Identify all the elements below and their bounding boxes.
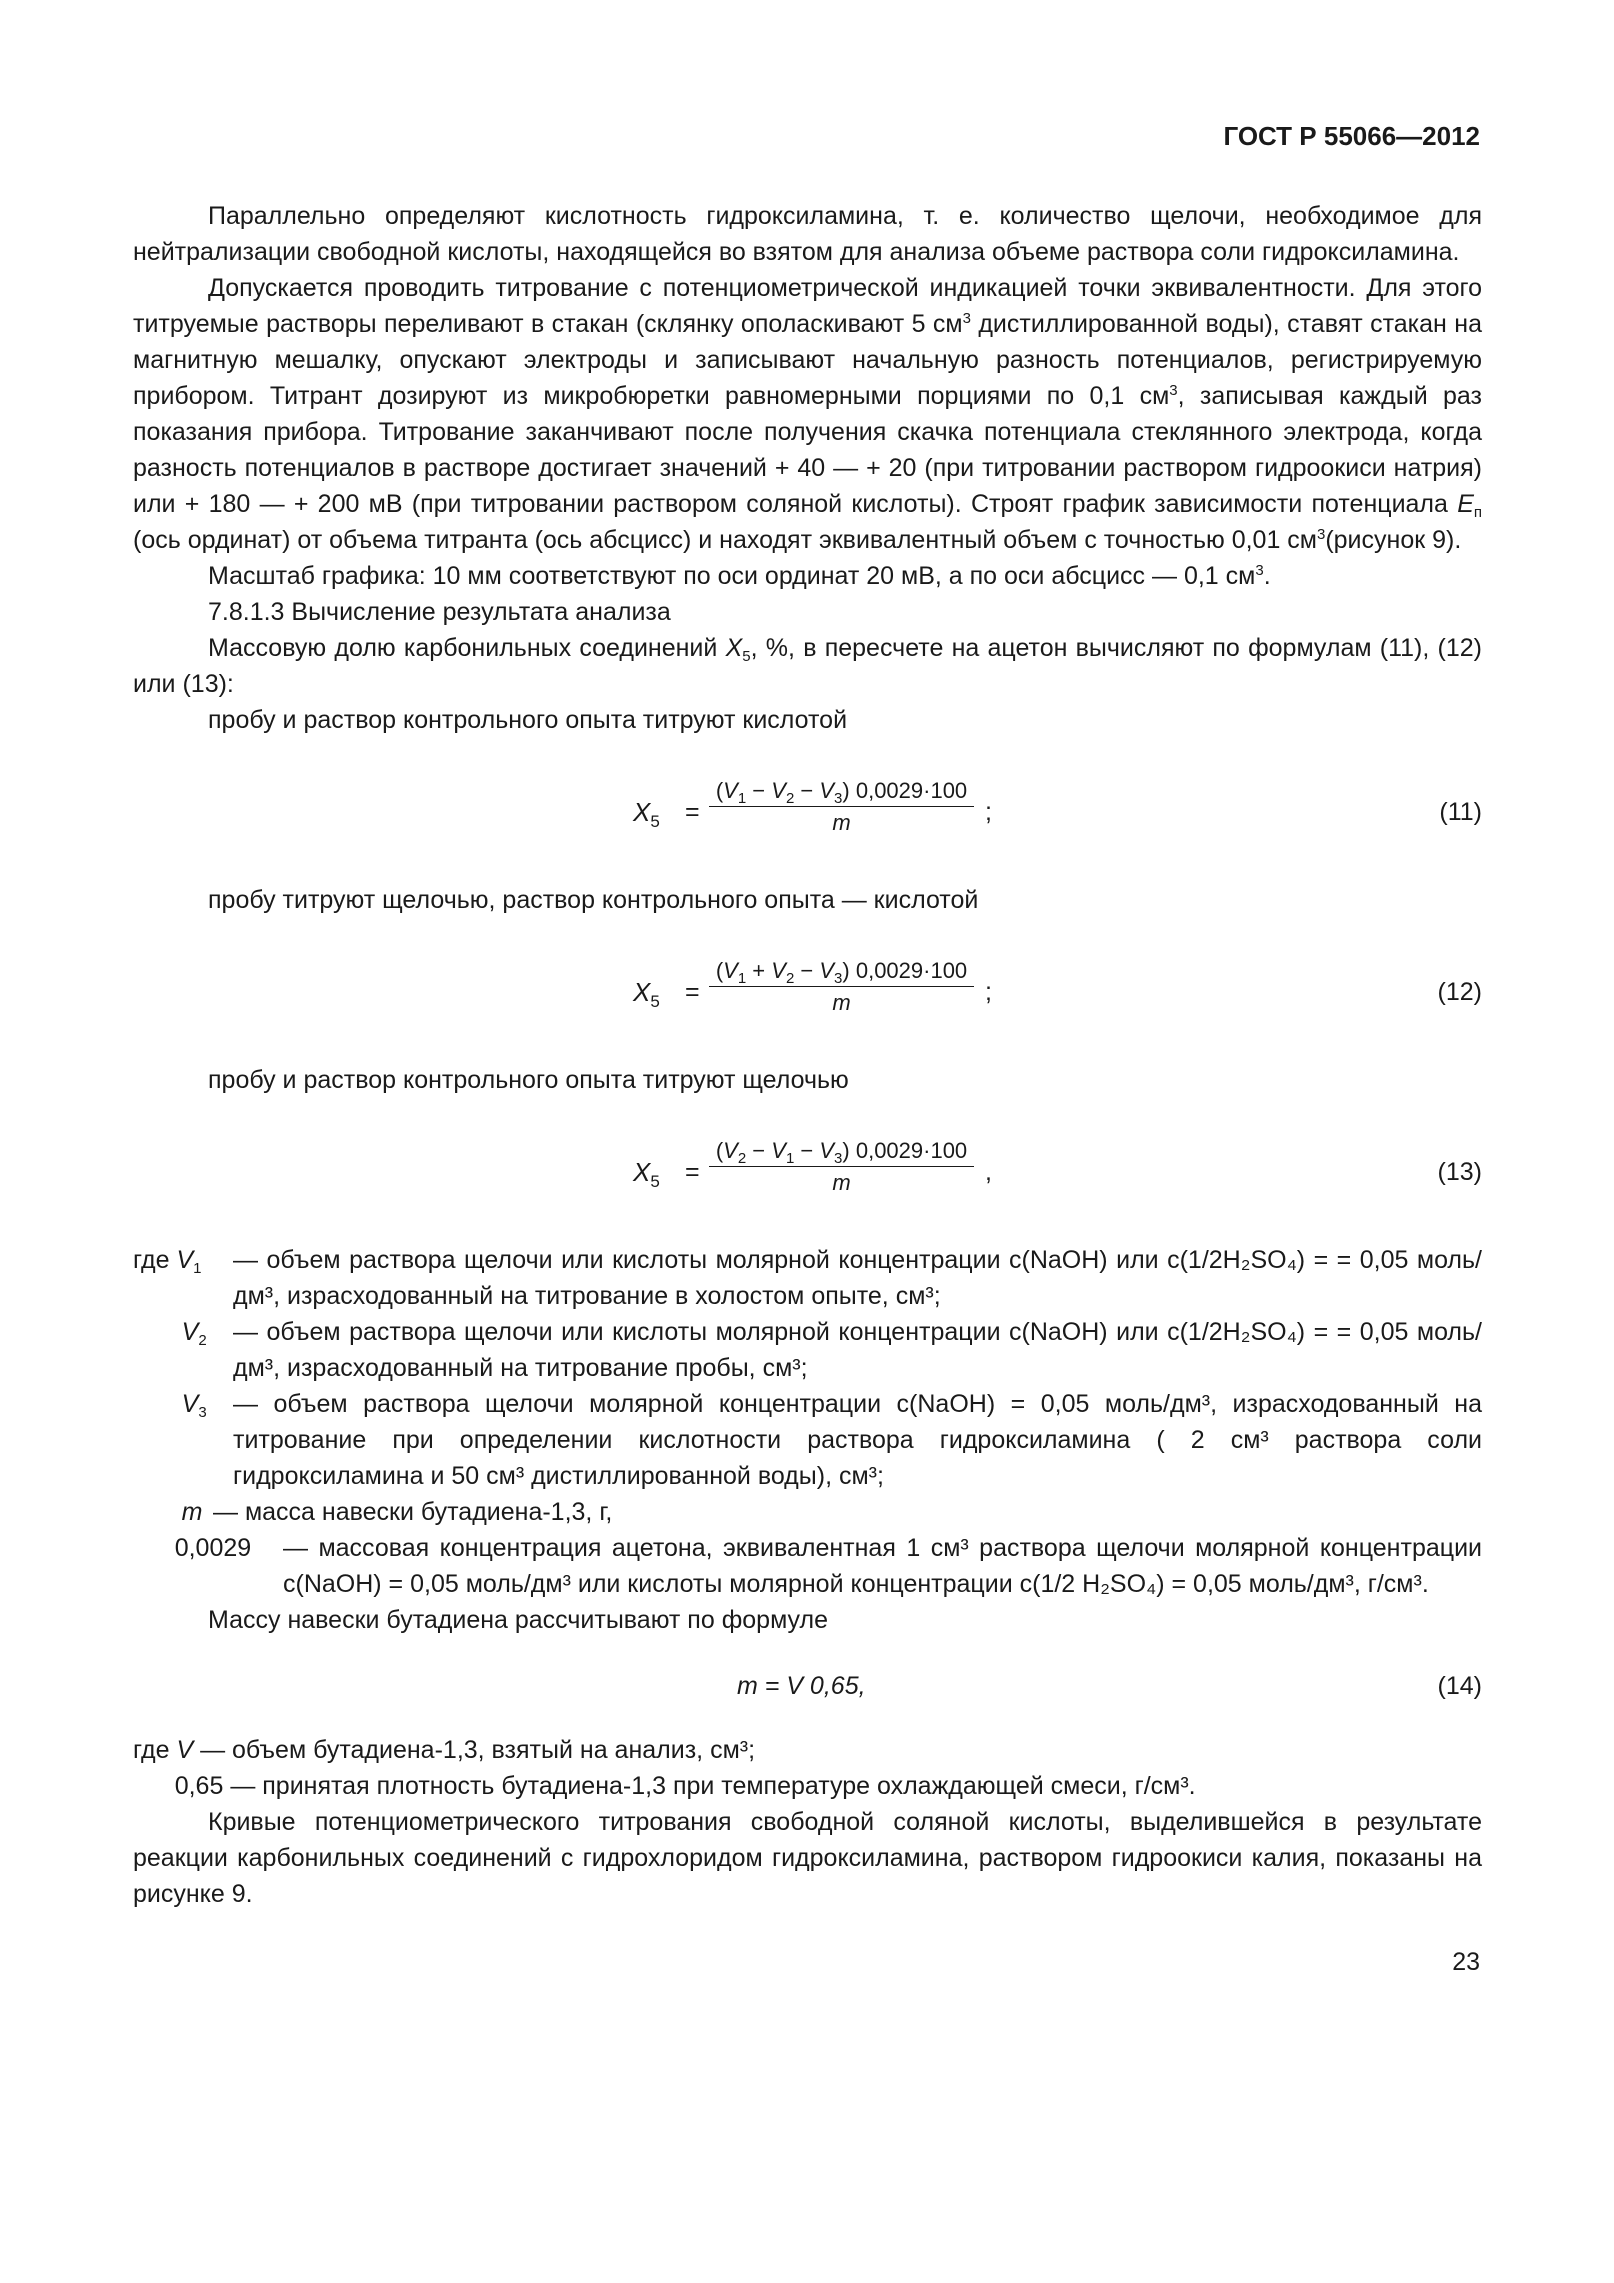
definition-v1: где $V_1$ — объем раствора щелочи или кислоты молярной концентрации c(NaOH) или c(1/2H₂SO₄) = = 0,05 моль/дм³, израсходованный на титрование в холостом опыте, см³; — [133, 1246, 1482, 1310]
formula-13: $X_5$ = $\frac{(V_2 - V_1 - V_3) 0,0029\cdot 100}{m}$ , (13) — [633, 1138, 1482, 1195]
definition-v3: $V_3$ — объем раствора щелочи молярной концентрации c(NaOH) = 0,05 моль/дм³, израсходованный на титрование при определении кислотности раствора гидроксиламина ( 2 см³ раствора соли гидроксиламина и 50 см³ дистиллированной воды), см³; — [181, 1390, 1482, 1490]
page-number: 23 — [1452, 1948, 1480, 1976]
definition-m: m — масса навески бутадиена-1,3, г, — [181, 1498, 613, 1526]
definitions-list-2 — [133, 1732, 1482, 1804]
document-code: ГОСТ Р 55066—2012 — [1223, 121, 1480, 151]
paragraph: Параллельно определяют кислотность гидроксиламина, т. е. количество щелочи, необходимое для нейтрализации свободной кислоты, находящейся во взятом для анализа объеме раствора соли гидроксиламина. — [133, 202, 1482, 266]
formula-12: $X_5$ = $\frac{(V_1 + V_2 - V_3) 0,0029\cdot 100}{m}$ ; (12) — [633, 958, 1482, 1015]
page-body — [133, 198, 1482, 1912]
definition-v2: $V_2$ — объем раствора щелочи или кислоты молярной концентрации c(NaOH) или c(1/2H₂SO₄) = = 0,05 моль/дм³, израсходованный на титрование пробы, см³; — [181, 1318, 1482, 1382]
equation-number: (14) — [1437, 1672, 1482, 1700]
formula-14: m = V 0,65, (14) — [133, 1668, 1482, 1708]
equation-number: (11) — [1439, 798, 1482, 826]
paragraph: Массовую долю карбонильных соединений $X_5$, %, в пересчете на ацетон вычисляют по формулам (11), (12) или (13): — [133, 634, 1483, 698]
equation-number: (13) — [1437, 1158, 1482, 1186]
definition-constant: 0,0029 — массовая концентрация ацетона, эквивалентная 1 см³ раствора щелочи молярной концентрации c(NaOH) = 0,05 моль/дм³ или кислоты молярной концентрации c(1/2 H₂SO₄) = 0,05 моль/дм³, г/см³. — [174, 1534, 1482, 1598]
section-heading: 7.8.1.3 Вычисление результата анализа — [208, 598, 671, 626]
definitions-list — [133, 1242, 1482, 1602]
paragraph: Кривые потенциометрического титрования свободной соляной кислоты, выделившейся в результате реакции карбонильных соединений с гидрохлоридом гидроксиламина, раствором гидроокиси калия, показаны на рисунке 9. — [133, 1808, 1482, 1908]
paragraph: пробу и раствор контрольного опыта титруют щелочью — [208, 1066, 849, 1094]
definition-density: 0,65 — принятая плотность бутадиена-1,3 при температуре охлаждающей смеси, г/см³. — [174, 1772, 1196, 1800]
paragraph: Массу навески бутадиена рассчитывают по формуле — [208, 1606, 828, 1634]
equation-number: (12) — [1437, 978, 1482, 1006]
paragraph: пробу и раствор контрольного опыта титруют кислотой — [208, 706, 848, 734]
paragraph: пробу титруют щелочью, раствор контрольного опыта — кислотой — [208, 886, 979, 914]
formula-11: $X_5$ = $\frac{(V_1 - V_2 - V_3) 0,0029\cdot 100}{m}$ ; (11) — [633, 778, 1482, 835]
paragraph: Допускается проводить титрование с потенциометрической индикацией точки эквивалентности. Для этого титруемые растворы переливают в стакан (склянку ополаскивают 5 $см^3$ дистиллированной воды), ставят стакан на магнитную мешалку, опускают электроды и записывают начальную разность потенциалов, регистрируемую прибором. Титрант дозируют из микробюретки равномерными порциями по 0,1 $см^3$, записывая каждый раз показания прибора. Титрование заканчивают после получения скачка потенциала стеклянного электрода, когда разность потенциалов в растворе достигает значений + 40 — + 20 (при титровании раствором гидроокиси натрия) или + 180 — + 200 мВ (при титровании раствором соляной кислоты). Строят график зависимости потенциала $E_п$ (ось ординат) от объема титранта (ось абсцисс) и находят эквивалентный объем с точностью 0,01 $см^3(рисунок$ 9). — [133, 274, 1482, 554]
definition-v: где V — объем бутадиена-1,3, взятый на анализ, см³; — [133, 1736, 756, 1764]
paragraph: Масштаб графика: 10 мм соответствуют по оси ординат 20 мВ, а по оси абсцисс — 0,1 $см^3$. — [208, 562, 1271, 590]
